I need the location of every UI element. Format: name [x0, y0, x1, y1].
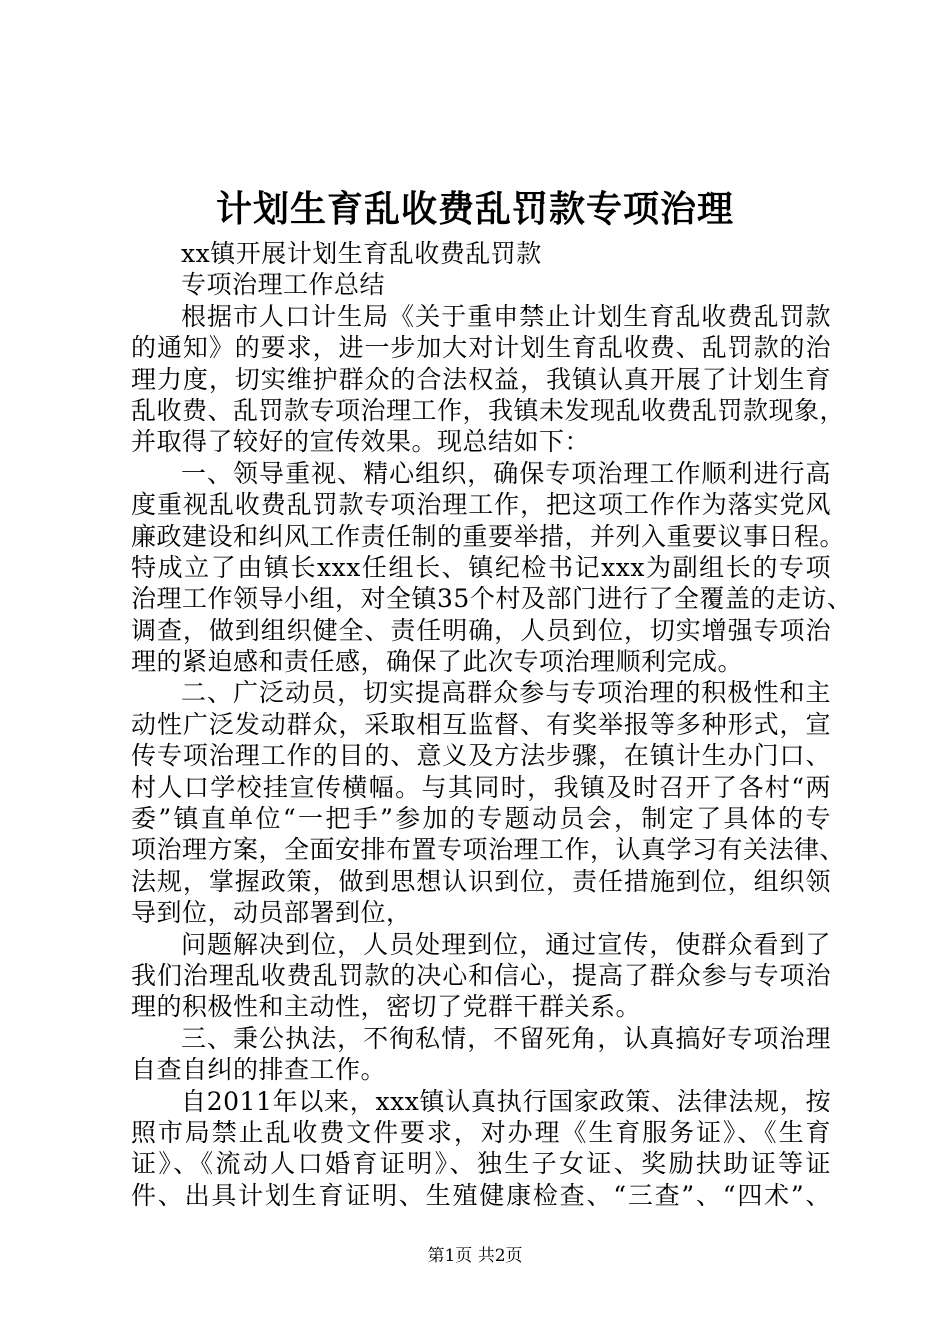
- body-line: 特成立了由镇长xxx任组长、镇纪检书记xxx为副组长的专项: [131, 552, 831, 582]
- body-line: 动性广泛发动群众，采取相互监督、有奖举报等多种形式，宣: [131, 709, 831, 739]
- body-line: 委”镇直单位“一把手”参加的专题动员会，制定了具体的专: [131, 804, 831, 834]
- body-line: 度重视乱收费乱罚款专项治理工作，把这项工作作为落实党风: [131, 490, 831, 520]
- body-line: 理力度，切实维护群众的合法权益，我镇认真开展了计划生育: [131, 364, 831, 394]
- body-line: 理的积极性和主动性，密切了党群干群关系。: [131, 992, 642, 1022]
- body-line: 我们治理乱收费乱罚款的决心和信心，提高了群众参与专项治: [131, 960, 831, 990]
- body-line: 治理工作领导小组，对全镇35个村及部门进行了全覆盖的走访、: [131, 584, 853, 614]
- body-line: 法规，掌握政策，做到思想认识到位，责任措施到位，组织领: [131, 866, 831, 896]
- body-line: 导到位，动员部署到位，: [131, 898, 412, 928]
- body-line: 的通知》的要求，进一步加大对计划生育乱收费、乱罚款的治: [131, 333, 831, 363]
- body-line: 乱收费、乱罚款专项治理工作，我镇未发现乱收费乱罚款现象，: [131, 395, 846, 425]
- body-line: 并取得了较好的宣传效果。现总结如下：: [131, 427, 591, 457]
- body-line: 一、领导重视、精心组织，确保专项治理工作顺利进行高: [181, 458, 831, 488]
- body-line: 件、出具计划生育证明、生殖健康检查、“三查”、“四术”、: [131, 1180, 831, 1210]
- body-line: 理的紧迫感和责任感，确保了此次专项治理顺利完成。: [131, 647, 744, 677]
- body-line: 证》、《流动人口婚育证明》、独生子女证、奖励扶助证等证: [131, 1149, 831, 1179]
- body-line: 自2011年以来，xxx镇认真执行国家政策、法律法规，按: [181, 1086, 831, 1116]
- body-line: 二、广泛动员，切实提高群众参与专项治理的积极性和主: [181, 678, 831, 708]
- body-line: 村人口学校挂宣传横幅。与其同时，我镇及时召开了各村“两: [131, 772, 831, 802]
- body-line: 项治理方案，全面安排布置专项治理工作，认真学习有关法律、: [131, 835, 846, 865]
- body-line: 照市局禁止乱收费文件要求，对办理《生育服务证》、《生育: [131, 1117, 831, 1147]
- body-line: xx镇开展计划生育乱收费乱罚款: [181, 239, 542, 268]
- body-line: 传专项治理工作的目的、意义及方法步骤，在镇计生办门口、: [131, 741, 831, 771]
- body-line: 自查自纠的排查工作。: [131, 1055, 387, 1085]
- document-body: [131, 238, 853, 1211]
- document-title: 计划生育乱收费乱罚款专项治理: [215, 188, 734, 230]
- page-footer: 第1页 共2页: [427, 1246, 523, 1266]
- body-line: 调查，做到组织健全、责任明确，人员到位，切实增强专项治: [131, 615, 831, 645]
- body-line: 专项治理工作总结: [181, 270, 386, 300]
- body-line: 问题解决到位，人员处理到位，通过宣传，使群众看到了: [181, 929, 831, 959]
- body-line: 三、秉公执法，不徇私情，不留死角，认真搞好专项治理: [181, 1023, 831, 1053]
- body-line: 廉政建设和纠风工作责任制的重要举措，并列入重要议事日程。: [131, 521, 846, 551]
- body-line: 根据市人口计生局《关于重申禁止计划生育乱收费乱罚款: [181, 301, 831, 331]
